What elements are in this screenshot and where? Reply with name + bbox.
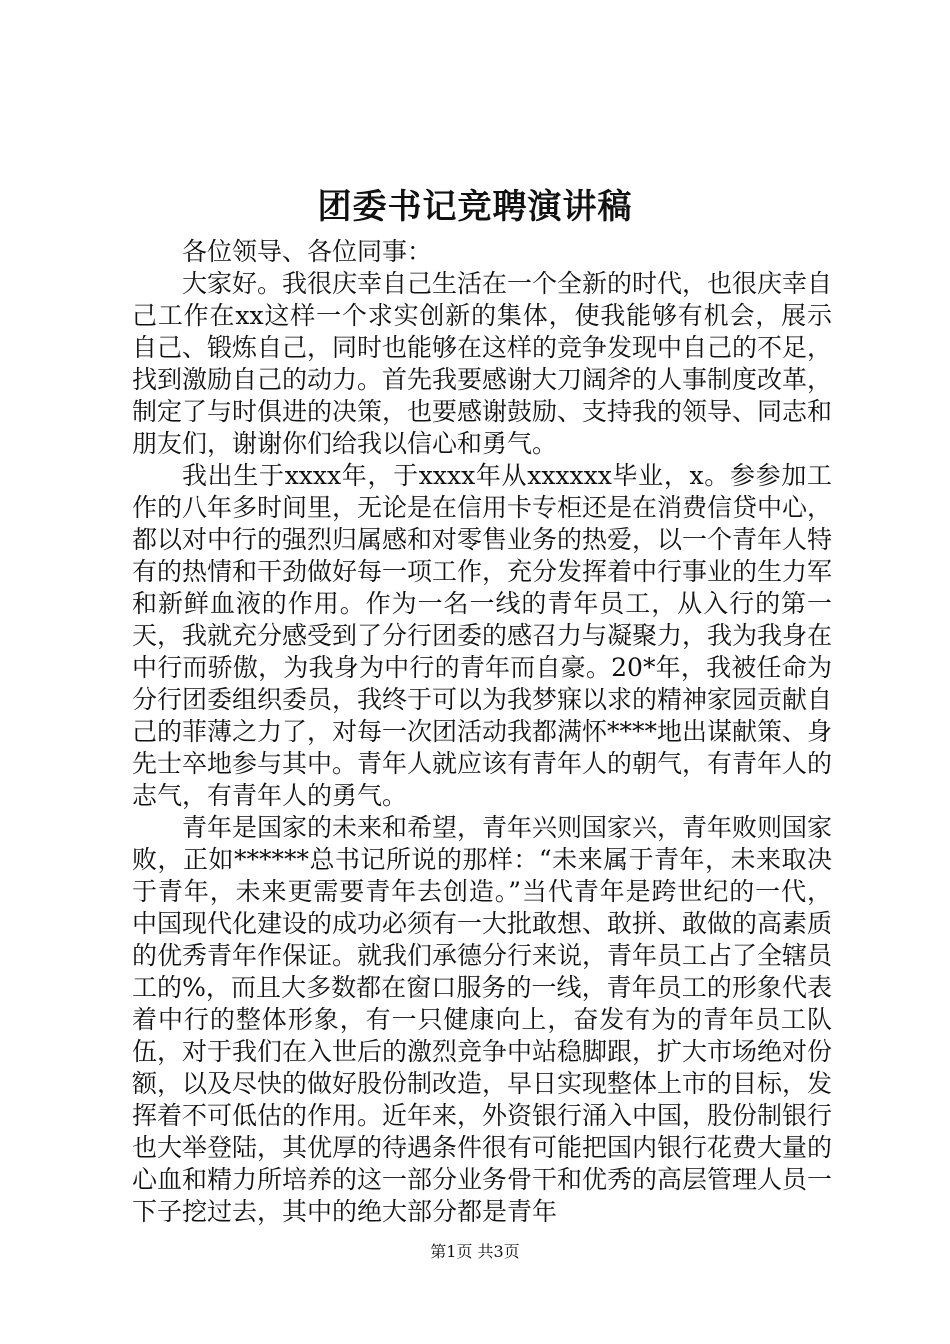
body-paragraph-1: 大家好。我很庆幸自己生活在一个全新的时代，也很庆幸自己工作在xx这样一个求实创新的集体，使我能够有机会，展示自己、锻炼自己，同时也能够在这样的竞争发现中自己的不足，找到激励自己的动力。首先我要感谢大刀阔斧的人事制度改革，制定了与时俱进的决策，也要感谢鼓励、支持我的领导、同志和朋友们，谢谢你们给我以信心和勇气。 (132, 269, 833, 458)
salutation-paragraph: 各位领导、各位同事： (182, 237, 433, 266)
document-body (132, 236, 832, 1228)
page-number-footer: 第1页 共3页 (430, 1242, 520, 1261)
body-paragraph-2: 我出生于xxxx年，于xxxx年从xxxxxx毕业，x。参参加工作的八年多时间里，无论是在信用卡专柜还是在消费信贷中心，都以对中行的强烈归属感和对零售业务的热爱，以一个青年人特有的热情和干劲做好每一项工作，充分发挥着中行事业的生力军和新鲜血液的作用。作为一名一线的青年员工，从入行的第一天，我就充分感受到了分行团委的感召力与凝聚力，我为我身在中行而骄傲，为我身为中行的青年而自豪。20*年，我被任命为分行团委组织委员，我终于可以为我梦寐以求的精神家园贡献自己的菲薄之力了，对每一次团活动我都满怀****地出谋献策、身先士卒地参与其中。青年人就应该有青年人的朝气，有青年人的志气，有青年人的勇气。 (132, 461, 833, 810)
body-paragraph-3: 青年是国家的未来和希望，青年兴则国家兴，青年败则国家败，正如******总书记所说的那样：“未来属于青年，未来取决于青年，未来更需要青年去创造。”当代青年是跨世纪的一代，中国现代化建设的成功必须有一大批敢想、敢拼、敢做的高素质的优秀青年作保证。就我们承德分行来说，青年员工占了全辖员工的%，而且大多数都在窗口服务的一线，青年员工的形象代表着中行的整体形象，有一只健康向上，奋发有为的青年员工队伍，对于我们在入世后的激烈竞争中站稳脚跟，扩大市场绝对份额，以及尽快的做好股份制改造，早日实现整体上市的目标，发挥着不可低估的作用。近年来，外资银行涌入中国，股份制银行也大举登陆，其优厚的待遇条件很有可能把国内银行花费大量的心血和精力所培养的这一部分业务骨干和优秀的高层管理人员一下子挖过去，其中的绝大部分都是青年 (132, 813, 833, 1226)
document-title: 团委书记竞聘演讲稿 (317, 187, 633, 227)
